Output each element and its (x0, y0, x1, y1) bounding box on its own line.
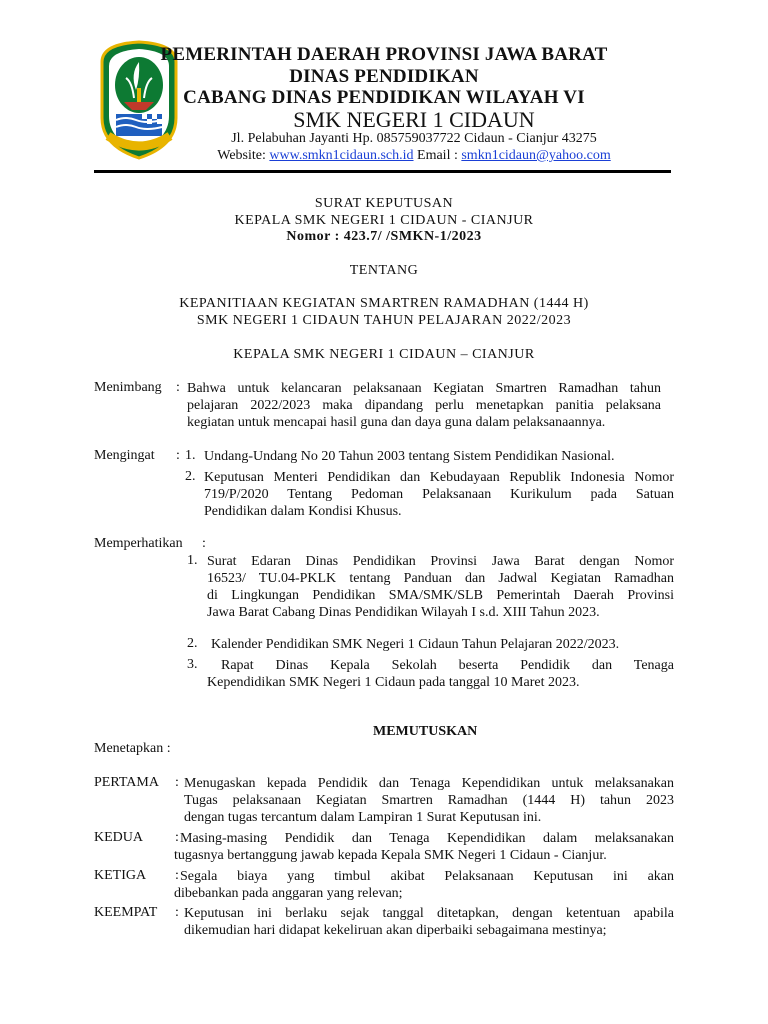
text-line: dengan tugas tercantum dalam Lampiran 1 Surat Keputusan ini. (184, 810, 542, 825)
mengingat-label: Mengingat (94, 448, 155, 463)
website-link[interactable]: www.smkn1cidaun.sch.id (269, 148, 414, 163)
mengingat-item-2 (204, 469, 674, 520)
memutuskan-heading: MEMUTUSKAN (373, 724, 478, 739)
menimbang-text (187, 380, 661, 431)
text-line: 16523/ TU.04-PKLK tentang Panduan dan Jadwal Kegiatan Ramadhan (207, 571, 674, 586)
decision-label: PERTAMA (94, 775, 159, 790)
mengingat-colon: : (176, 448, 180, 463)
decision-label: KETIGA (94, 868, 147, 883)
text-line: Kependidikan SMK Negeri 1 Cidaun pada tanggal 10 Maret 2023. (207, 675, 580, 690)
doc-issuer: KEPALA SMK NEGERI 1 CIDAUN - CIANJUR (234, 213, 534, 228)
letterhead-divider (94, 170, 671, 173)
decision-colon: : (175, 775, 179, 790)
text-line: dibebankan pada anggaran yang relevan; (174, 886, 403, 901)
contact-line (30, 148, 768, 164)
doc-subject-1: KEPANITIAAN KEGIATAN SMARTREN RAMADHAN (1444 H) (179, 296, 589, 311)
memperhatikan-item-3 (207, 657, 674, 691)
decision-label: KEDUA (94, 830, 143, 845)
text-line: Tugas pelaksanaan Kegiatan Smartren Ramadhan (1444 H) tahun 2023 (184, 793, 674, 808)
text-line: tugasnya bertanggung jawab kepada Kepala SMK Negeri 1 Cidaun - Cianjur. (174, 848, 607, 863)
text-line: di Lingkungan Pendidikan SMA/SMK/SLB Pemerintah Daerah Provinsi (207, 588, 674, 603)
header-line-3: CABANG DINAS PENDIDIKAN WILAYAH VI (183, 87, 585, 108)
text-line: kegiatan untuk mencapai hasil guna dan daya guna dalam pelaksanaannya. (187, 415, 606, 430)
decision-kedua (174, 830, 674, 864)
header-line-1: PEMERINTAH DAERAH PROVINSI JAWA BARAT (160, 44, 608, 65)
text-line: Keputusan ini berlaku sejak tanggal ditetapkan, dengan ketentuan apabila (184, 906, 674, 921)
email-label: Email : (413, 148, 462, 163)
decision-colon: : (175, 830, 179, 845)
decision-label: KEEMPAT (94, 905, 158, 920)
list-number: 2. (187, 636, 198, 651)
decision-pertama (184, 775, 674, 826)
text-line: Surat Edaran Dinas Pendidikan Provinsi Jawa Barat dengan Nomor (207, 554, 674, 569)
text-line: 719/P/2020 Tentang Pedoman Pelaksanaan Kurikulum pada Satuan (204, 487, 674, 502)
menimbang-label: Menimbang (94, 380, 162, 395)
school-name: SMK NEGERI 1 CIDAUN (293, 107, 535, 132)
doc-number: Nomor : 423.7/ /SMKN-1/2023 (286, 229, 482, 244)
decision-colon: : (175, 905, 179, 920)
text-line: dikemudian hari didapat kekeliruan akan diperbaiki sebagaimana mestinya; (184, 923, 607, 938)
menetapkan-label: Menetapkan : (94, 741, 171, 756)
list-number: 1. (187, 553, 198, 568)
header-line-2: DINAS PENDIDIKAN (289, 66, 479, 87)
decision-colon: : (175, 868, 179, 883)
text-line: pelajaran 2022/2023 maka dipandang perlu menetapkan panitia pelaksana (187, 398, 661, 413)
decision-ketiga (174, 868, 674, 902)
text-line: Keputusan Menteri Pendidikan dan Kebudayaan Republik Indonesia Nomor (204, 470, 674, 485)
text-line: Kalender Pendidikan SMK Negeri 1 Cidaun Tahun Pelajaran 2022/2023. (211, 637, 620, 652)
text-line: Rapat Dinas Kepala Sekolah beserta Pendidik dan Tenaga (221, 658, 674, 673)
doc-about: TENTANG (349, 263, 419, 278)
memperhatikan-colon: : (202, 536, 206, 551)
doc-subject-2: SMK NEGERI 1 CIDAUN TAHUN PELAJARAN 2022/2023 (196, 313, 572, 328)
text-line: Segala biaya yang timbul akibat Pelaksanaan Keputusan ini akan (180, 869, 674, 884)
memperhatikan-item-2 (211, 636, 674, 653)
email-link[interactable]: smkn1cidaun@yahoo.com (461, 148, 611, 163)
text-line: Pendidikan dalam Kondisi Khusus. (204, 504, 402, 519)
text-line: Menugaskan kepada Pendidik dan Tenaga Kependidikan untuk melaksanakan (184, 776, 674, 791)
menimbang-colon: : (176, 380, 180, 395)
memperhatikan-item-1 (207, 553, 674, 621)
mengingat-item-1 (204, 448, 674, 465)
text-line: Jawa Barat Cabang Dinas Pendidikan Wilayah I s.d. XIII Tahun 2023. (207, 605, 600, 620)
school-address: Jl. Pelabuhan Jayanti Hp. 085759037722 Cidaun - Cianjur 43275 (231, 131, 597, 146)
list-number: 3. (187, 657, 198, 672)
text-line: Bahwa untuk kelancaran pelaksanaan Kegiatan Smartren Ramadhan tahun (187, 381, 661, 396)
list-number: 1. (185, 448, 196, 463)
memperhatikan-label: Memperhatikan (94, 536, 183, 551)
text-line: Masing-masing Pendidik dan Tenaga Kependidikan dalam melaksanakan (180, 831, 674, 846)
doc-signer: KEPALA SMK NEGERI 1 CIDAUN – CIANJUR (233, 347, 535, 362)
doc-title: SURAT KEPUTUSAN (314, 196, 454, 211)
website-label: Website: (217, 148, 270, 163)
text-line: Undang-Undang No 20 Tahun 2003 tentang Sistem Pendidikan Nasional. (204, 449, 615, 464)
list-number: 2. (185, 469, 196, 484)
decision-keempat (184, 905, 674, 939)
